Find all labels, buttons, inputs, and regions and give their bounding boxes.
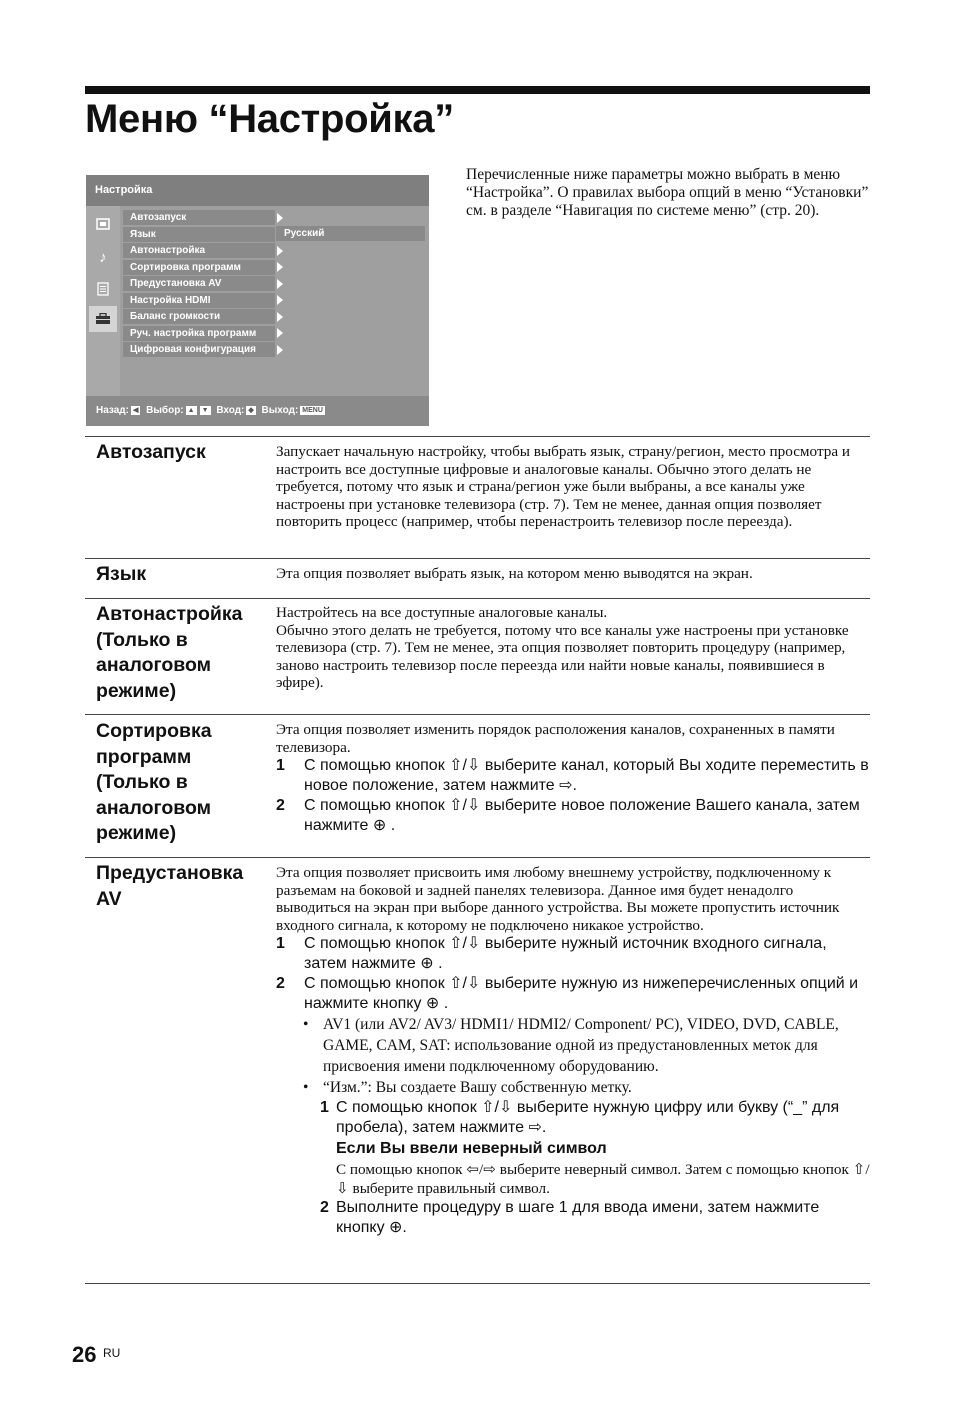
- screen-title: Настройка: [86, 175, 429, 206]
- sort-step-1: 1 С помощью кнопок ⇧/⇩ выберите канал, который Вы ходите переместить в новое положение, затем нажмите ⇨.: [276, 757, 869, 795]
- table-rule: [85, 857, 870, 858]
- music-note-icon: ♪: [99, 248, 107, 266]
- screen-body: [86, 206, 429, 396]
- table-rule: [85, 558, 870, 559]
- footer-select-label: Выбор:: [146, 405, 184, 416]
- arrow-right-icon: [277, 328, 283, 338]
- autotune-text-2: Обычно этого делать не требуется, потому что все каналы уже настроены при установке телевизора (стр. 7). Тем не менее, эта опция позволяет повторить процедуру (например, заново настроить телевизор после переезда или найти новые каналы, появившиеся в эфире).: [276, 621, 849, 692]
- table-rule: [85, 1283, 870, 1284]
- preset-sub-step-1: 1 С помощью кнопок ⇧/⇩ выберите нужную цифру или букву (“_” для пробела), затем нажмите ⇨.: [320, 1099, 840, 1137]
- footer-back-label: Назад:: [96, 405, 129, 416]
- preset-bullet-2: • “Изм.”: Вы создаете Вашу собственную метку.: [303, 1079, 632, 1097]
- screen-footer: [86, 396, 429, 426]
- toolbox-icon: [89, 306, 117, 332]
- intro-text: Перечисленные ниже параметры можно выбрать в меню “Настройка”. О правилах выбора опций в меню “Установки” см. в разделе “Навигация по системе меню” (стр. 20).: [466, 166, 869, 219]
- page-number: 26: [72, 1342, 97, 1367]
- back-key-icon: ◀: [132, 406, 139, 414]
- arrow-right-icon: [277, 246, 283, 256]
- sort-text: Эта опция позволяет изменить порядок расположения каналов, сохраненных в памяти телевизора.: [276, 721, 835, 756]
- menu-item-digital-config: Цифровая конфигурация: [123, 342, 275, 357]
- page-language: RU: [103, 1346, 121, 1360]
- preset-sub-step-2: 2 Выполните процедуру в шаге 1 для ввода имени, затем нажмите кнопку ⊕.: [320, 1199, 820, 1237]
- list-icon: [89, 276, 117, 302]
- picture-icon: [89, 211, 117, 237]
- menu-item-sort: Сортировка программ: [123, 260, 275, 275]
- arrow-right-icon: [277, 262, 283, 272]
- page-title: Меню “Настройка”: [85, 97, 454, 141]
- preset-step-1: 1 С помощью кнопок ⇧/⇩ выберите нужный источник входного сигнала, затем нажмите ⊕ .: [276, 935, 827, 973]
- down-key-icon: ▼: [201, 406, 209, 414]
- preset-error-heading: Если Вы ввели неверный символ: [336, 1140, 607, 1158]
- menu-key-icon: MENU: [302, 406, 323, 414]
- menu-item-preset-av: Предустановка AV: [123, 276, 275, 291]
- sort-step-2: 2 С помощью кнопок ⇧/⇩ выберите новое положение Вашего канала, затем нажмите ⊕ .: [276, 797, 860, 835]
- up-key-icon: ▲: [187, 406, 195, 414]
- term-autostart: Автозапуск: [96, 441, 206, 463]
- menu-item-language: Язык: [123, 227, 275, 242]
- desc-autotune: [276, 604, 870, 692]
- icon-column: [86, 206, 120, 396]
- preset-step-2: 2 С помощью кнопок ⇧/⇩ выберите нужную из нижеперечисленных опций и нажмите кнопку ⊕ .: [276, 975, 859, 1013]
- menu-item-autotune: Автонастройка: [123, 243, 275, 258]
- preset-error-text: С помощью кнопок ⇦/⇨ выберите неверный символ. Затем с помощью кнопок ⇧/⇩ выберите правильный символ.: [336, 1161, 870, 1198]
- term-language: Язык: [96, 563, 147, 585]
- arrow-right-icon: [277, 345, 283, 355]
- term-autotune: Автонастройка (Только в аналоговом режиме): [96, 603, 243, 702]
- arrow-right-icon: [277, 295, 283, 305]
- submenu-value: Русский: [276, 226, 425, 241]
- title-rule: [85, 86, 870, 94]
- menu-item-manual-tune: Руч. настройка программ: [123, 326, 275, 341]
- preset-text: Эта опция позволяет присвоить имя любому внешнему устройству, подключенному к разъемам на боковой и задней панелях телевизора. Данное имя будет ненадолго выводиться на экран при выборе данного устройства. Вы можете пропустить источник входного сигнала, к которому не подключено никакое устройство.: [276, 864, 840, 934]
- footer-enter-label: Вход:: [216, 405, 245, 416]
- preset-bullet-1: • AV1 (или AV2/ AV3/ HDMI1/ HDMI2/ Component/ PC), VIDEO, DVD, CABLE, GAME, CAM, SAT: использование одной из предустановленных меток для присвоения имени подключенному оборудованию.: [303, 1016, 839, 1076]
- arrow-right-icon: [277, 279, 283, 289]
- autotune-text-1: Настройтесь на все доступные аналоговые каналы.: [276, 604, 608, 621]
- table-rule: [85, 436, 870, 437]
- arrow-right-icon: [277, 312, 283, 322]
- menu-item-autostart: Автозапуск: [123, 210, 275, 225]
- table-rule: [85, 714, 870, 715]
- desc-autostart: Запускает начальную настройку, чтобы выбрать язык, страну/регион, место просмотра и настроить все доступные цифровые и аналоговые каналы. Обычно этого делать не требуется, потому что язык и страна/регион уже были выбраны, а все каналы уже настроены при установке телевизора (стр. 7). Тем не менее, данная опция позволяет повторить процесс (например, чтобы перенастроить телевизор после переезда).: [276, 443, 851, 531]
- desc-preset-av: [276, 864, 870, 1238]
- enter-key-icon: ◆: [248, 406, 254, 414]
- menu-item-hdmi: Настройка HDMI: [123, 293, 275, 308]
- table-rule: [85, 598, 870, 599]
- term-sort: Сортировка программ (Только в аналоговом режиме): [96, 720, 212, 844]
- desc-sort: [276, 721, 870, 836]
- desc-language: Эта опция позволяет выбрать язык, на котором меню выводятся на экран.: [276, 565, 753, 582]
- menu-item-volume-balance: Баланс громкости: [123, 309, 275, 324]
- arrow-right-icon: [277, 213, 283, 223]
- menu-screen-illustration: [86, 175, 429, 426]
- term-preset-av: Предустановка AV: [96, 862, 244, 910]
- footer-exit-label: Выход:: [261, 405, 299, 416]
